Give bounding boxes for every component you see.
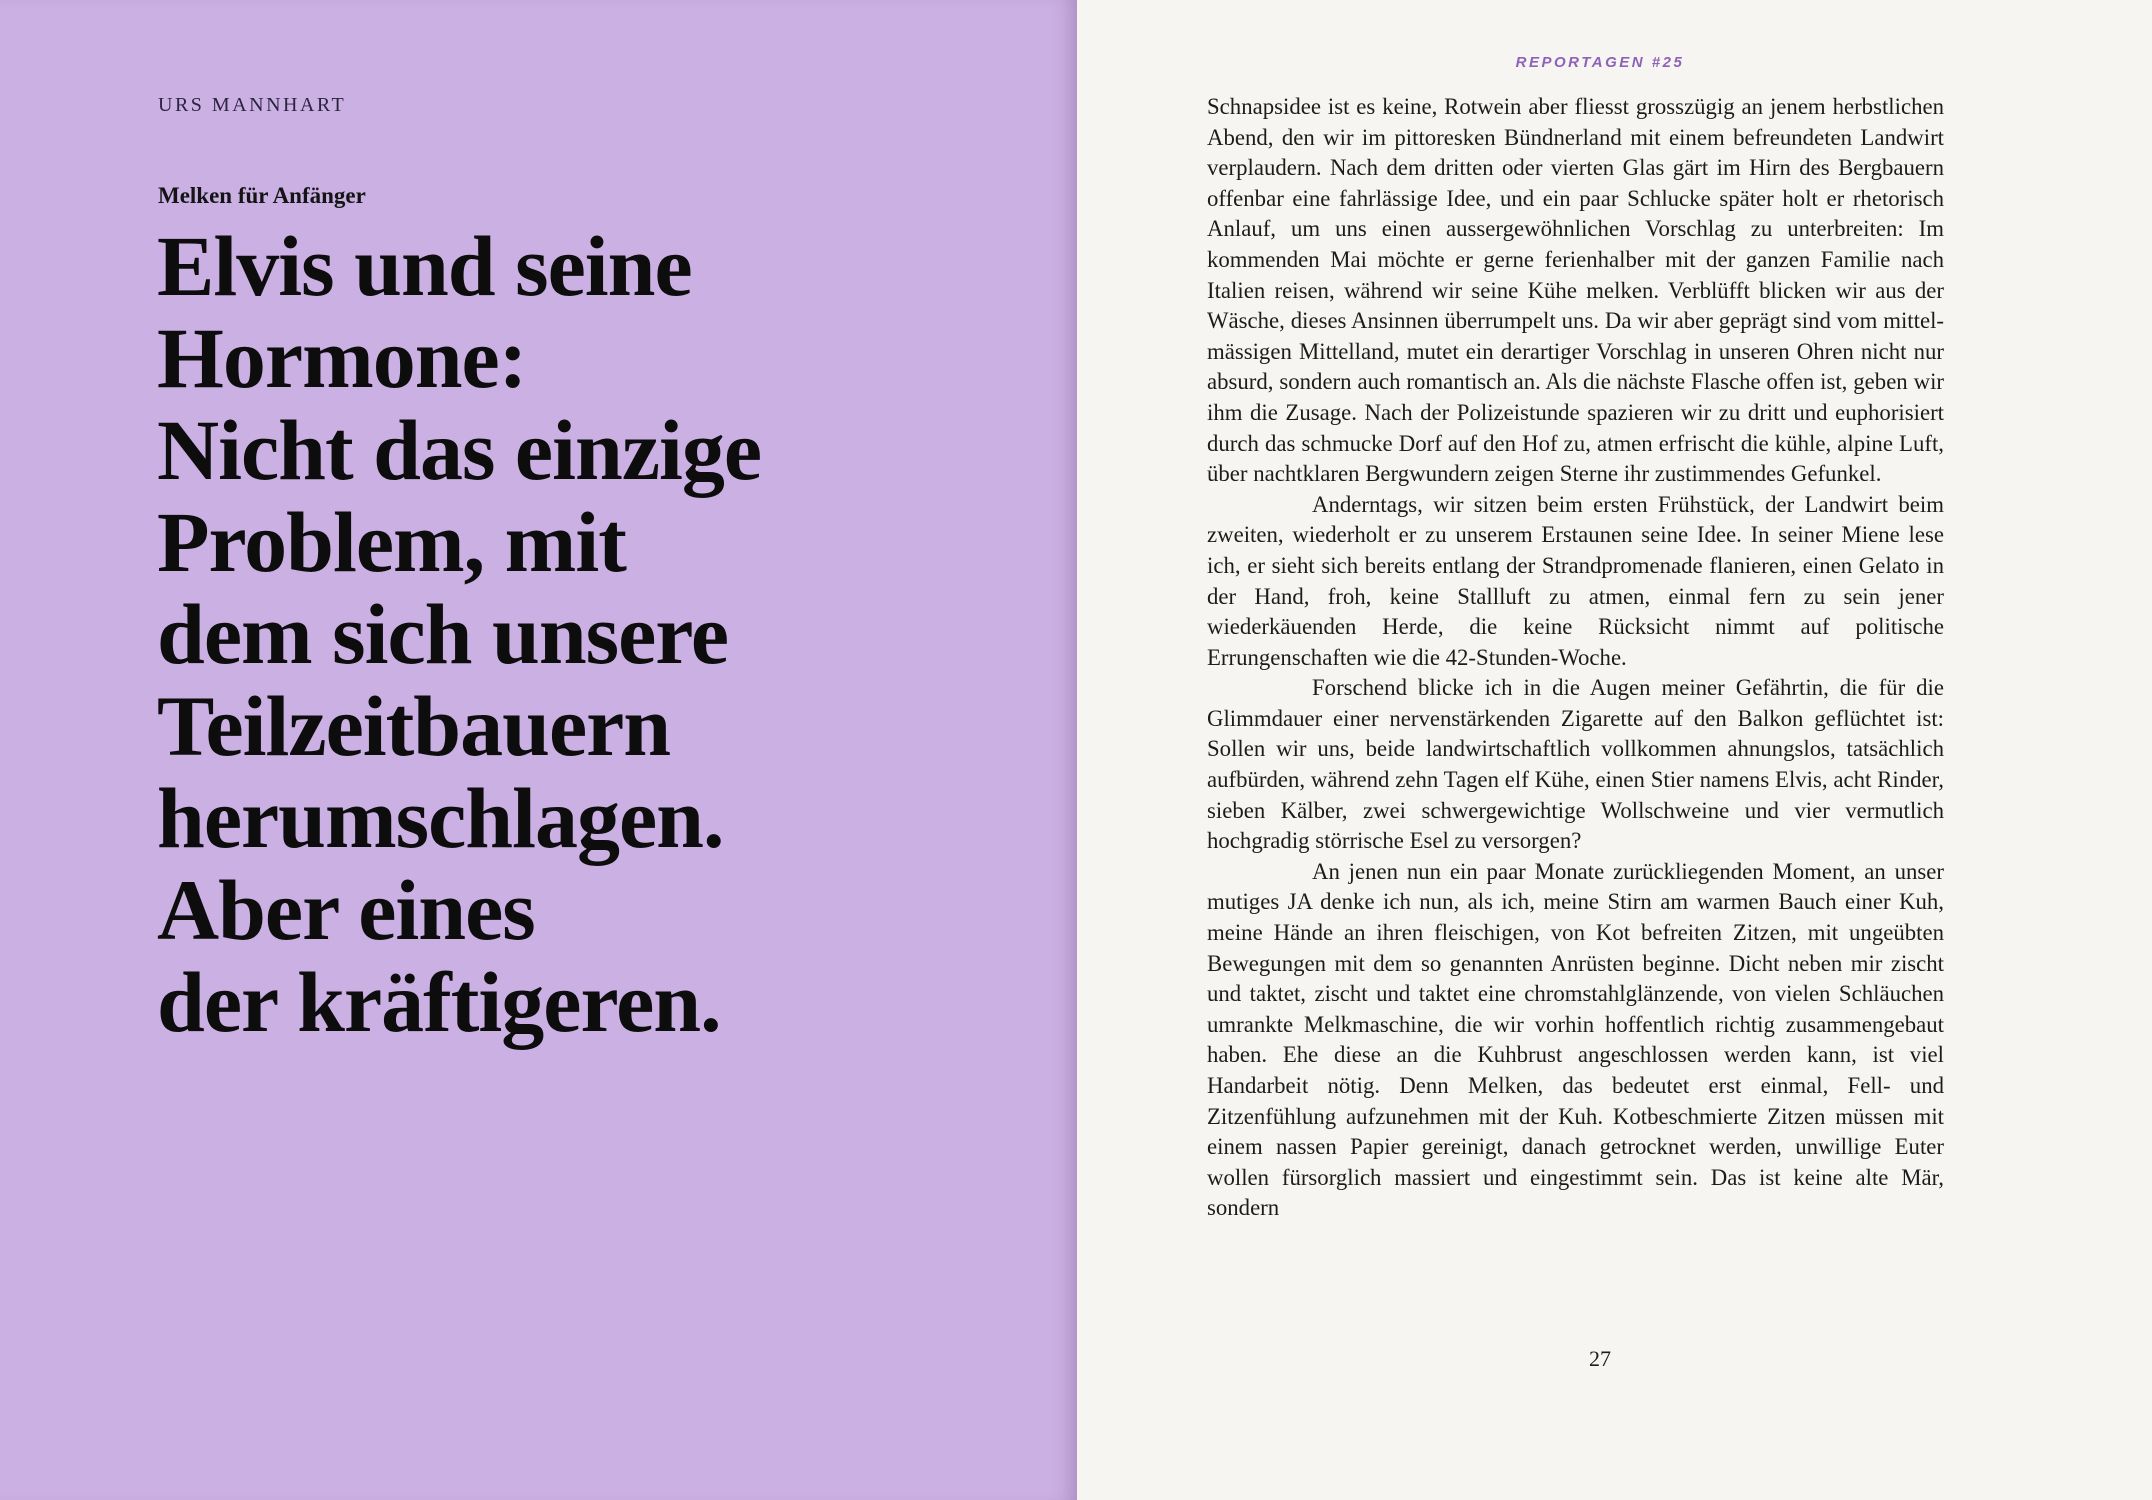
body-paragraph: Forschend blicke ich in die Augen meiner Gefährtin, die für die Glimmdauer einer nervenstärkenden Zigarette auf den Balkon geflüchtet ist: Sollen wir uns, beide landwirtschaftlich vollkommen ahnungslos, tatsächlich aufbürden, während zehn Tagen elf Kühe, einen Stier namens Elvis, acht Rinder, sieben Kälber, zwei schwergewichtige Wollschweine und vier vermutlich hochgradig störrische Esel zu versorgen? xyxy=(1207,675,1944,854)
headline-line: der kräftigeren. xyxy=(157,954,721,1050)
article-headline xyxy=(157,220,1057,1048)
headline-line: dem sich unsere xyxy=(157,586,729,682)
body-paragraph: An jenen nun ein paar Monate zurückliegenden Moment, an unser mutiges JA denke ich nun, als ich, meine Stirn am warmen Bauch einer Kuh, meine Hände an ihren fleischigen, von Kot befreiten Zitzen, mit ungeübten Bewegungen mit dem so genannten Anrüsten beginne. Dicht neben mir zischt und taktet, zischt und taktet eine chromstahlglänzende, von vielen Schläuchen umrankte Melkmaschine, die wir vorhin hoffentlich richtig zusammengebaut haben. Ehe diese an die Kuhbrust angeschlossen werden kann, ist viel Handarbeit nötig. Denn Melken, das bedeutet erst einmal, Fell- und Zitzenfühlung aufzunehmen mit der Kuh. Kotbeschmierte Zitzen müssen mit einem nassen Papier gereinigt, danach getrocknet werden, unwillige Euter wollen fürsorglich massiert und eingestimmt sein. Das ist keine alte Mär, sondern xyxy=(1207,858,1944,1221)
article-kicker: Melken für Anfänger xyxy=(158,183,366,208)
headline-line: Aber eines xyxy=(157,862,535,958)
headline-line: Nicht das einzige xyxy=(157,402,762,498)
body-paragraph: Schnapsidee ist es keine, Rotwein aber fliesst grosszügig an jenem herbstlichen Abend, den wir im pittoresken Bündnerland mit einem befreundeten Landwirt verplaudern. Nach dem dritten oder vierten Glas gärt im Hirn des Bergbauern offenbar eine fahrlässige Idee, und ein paar Schlucke später holt er rhetorisch Anlauf, um uns einen aussergewöhnlichen Vorschlag zu unterbreiten: Im kommenden Mai möchte er gerne ferienhalber mit der ganzen Familie nach Italien reisen, während wir seine Kühe melken. Verblüfft blicken wir aus der Wäsche, dieses Ansinnen überrumpelt uns. Da wir aber geprägt sind vom mittelmässigen Mittelland, mutet ein derartiger Vorschlag in unseren Ohren nicht nur absurd, sondern auch romantisch an. Als die nächste Flasche offen ist, geben wir ihm die Zusage. Nach der Polizeistunde spazieren wir zu dritt und euphorisiert durch das schmucke Dorf auf den Hof zu, atmen erfrischt die kühle, alpine Luft, über nachtklaren Bergwundern zeigen Sterne ihr zustimmendes Gefunkel. xyxy=(1207,94,1944,487)
body-text xyxy=(1207,92,1944,1224)
page-number: 27 xyxy=(1589,1346,1611,1371)
headline-line: herumschlagen. xyxy=(157,770,724,866)
author-name: URS MANNHART xyxy=(158,94,347,116)
headline-line: Problem, mit xyxy=(157,494,626,590)
headline-line: Hormone: xyxy=(157,310,527,406)
headline-line: Elvis und seine xyxy=(157,218,692,314)
body-paragraph: Anderntags, wir sitzen beim ersten Frühstück, der Landwirt beim zweiten, wiederholt er zu unserem Erstaunen seine Idee. In seiner Miene lese ich, er sieht sich bereits entlang der Strandpromenade flanieren, einen Gelato in der Hand, froh, keine Stallluft zu atmen, einmal fern zu sein jener wiederkäuenden Herde, die keine Rücksicht nimmt auf politische Errungenschaften wie die 42-Stunden-Woche. xyxy=(1207,491,1944,670)
headline-line: Teilzeitbauern xyxy=(157,678,671,774)
running-head: REPORTAGEN #25 xyxy=(1515,54,1685,71)
